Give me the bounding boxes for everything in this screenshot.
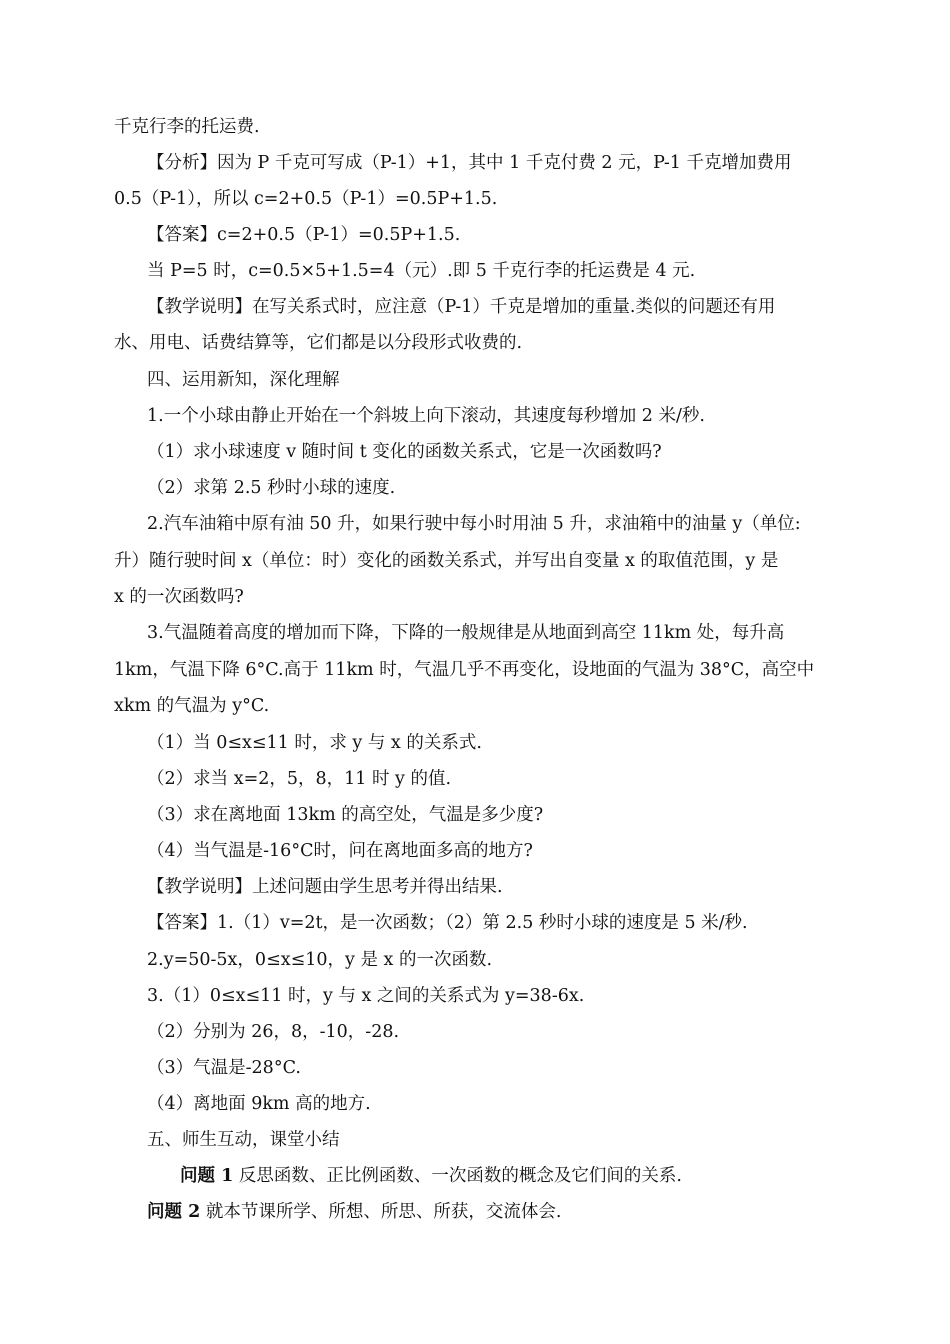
text-line: 【教学说明】在写关系式时，应注意（P-1）千克是增加的重量.类似的问题还有用	[147, 297, 776, 317]
question-text: 就本节课所学、所想、所思、所获，交流体会.	[200, 1202, 562, 1222]
text-line: xkm 的气温为 y°C.	[114, 696, 270, 716]
text-line: 当 P=5 时，c=0.5×5+1.5=4（元）.即 5 千克行李的托运费是 4 元.	[147, 261, 696, 281]
text-line: 0.5（P-1），所以 c=2+0.5（P-1）=0.5P+1.5.	[114, 189, 498, 209]
text-line: 3.气温随着高度的增加而下降，下降的一般规律是从地面到高空 11km 处，每升高	[147, 623, 785, 643]
text-line: 3.（1）0≤x≤11 时，y 与 x 之间的关系式为 y=38-6x.	[147, 986, 585, 1006]
text-line: （2）分别为 26，8，-10，-28.	[147, 1022, 400, 1042]
text-line: 千克行李的托运费.	[114, 117, 260, 137]
text-line: （2）求当 x=2，5，8，11 时 y 的值.	[147, 769, 452, 789]
text-line: （3）气温是-28°C.	[147, 1058, 301, 1078]
text-line: x 的一次函数吗?	[114, 587, 244, 607]
text-line: 1.一个小球由静止开始在一个斜坡上向下滚动，其速度每秒增加 2 米/秒.	[147, 406, 705, 426]
text-line: （3）求在离地面 13km 的高空处，气温是多少度?	[147, 805, 544, 825]
text-line: 【教学说明】上述问题由学生思考并得出结果.	[147, 877, 503, 897]
text-line: （1）当 0≤x≤11 时，求 y 与 x 的关系式.	[147, 733, 482, 753]
text-line: （2）求第 2.5 秒时小球的速度.	[147, 478, 396, 498]
text-line: （4）离地面 9km 高的地方.	[147, 1094, 371, 1114]
question-label: 问题 2	[147, 1202, 201, 1222]
text-line: 【答案】1.（1）v=2t，是一次函数；（2）第 2.5 秒时小球的速度是 5 米/秒.	[147, 913, 748, 933]
question-line	[147, 1200, 561, 1224]
text-line: 【分析】因为 P 千克可写成（P-1）+1，其中 1 千克付费 2 元，P-1 千克增加费用	[147, 153, 792, 173]
question-text: 反思函数、正比例函数、一次函数的概念及它们间的关系.	[233, 1166, 682, 1186]
section-heading: 五、师生互动，课堂小结	[147, 1130, 340, 1150]
text-line: 【答案】c=2+0.5（P-1）=0.5P+1.5.	[147, 225, 461, 245]
question-line	[180, 1164, 682, 1188]
text-line: 1km，气温下降 6°C.高于 11km 时，气温几乎不再变化，设地面的气温为 38°C，高空中	[114, 660, 815, 680]
text-line: 2.y=50-5x，0≤x≤10，y 是 x 的一次函数.	[147, 950, 493, 970]
section-heading: 四、运用新知，深化理解	[147, 370, 340, 390]
text-line: （4）当气温是-16°C时，问在离地面多高的地方?	[147, 841, 533, 861]
text-line: 升）随行驶时间 x（单位：时）变化的函数关系式，并写出自变量 x 的取值范围，y 是	[114, 551, 779, 571]
text-line: （1）求小球速度 v 随时间 t 变化的函数关系式，它是一次函数吗?	[147, 442, 662, 462]
question-label: 问题 1	[180, 1166, 234, 1186]
text-line: 水、用电、话费结算等，它们都是以分段形式收费的.	[114, 333, 523, 353]
text-line: 2.汽车油箱中原有油 50 升，如果行驶中每小时用油 5 升，求油箱中的油量 y（单位:	[147, 514, 801, 534]
